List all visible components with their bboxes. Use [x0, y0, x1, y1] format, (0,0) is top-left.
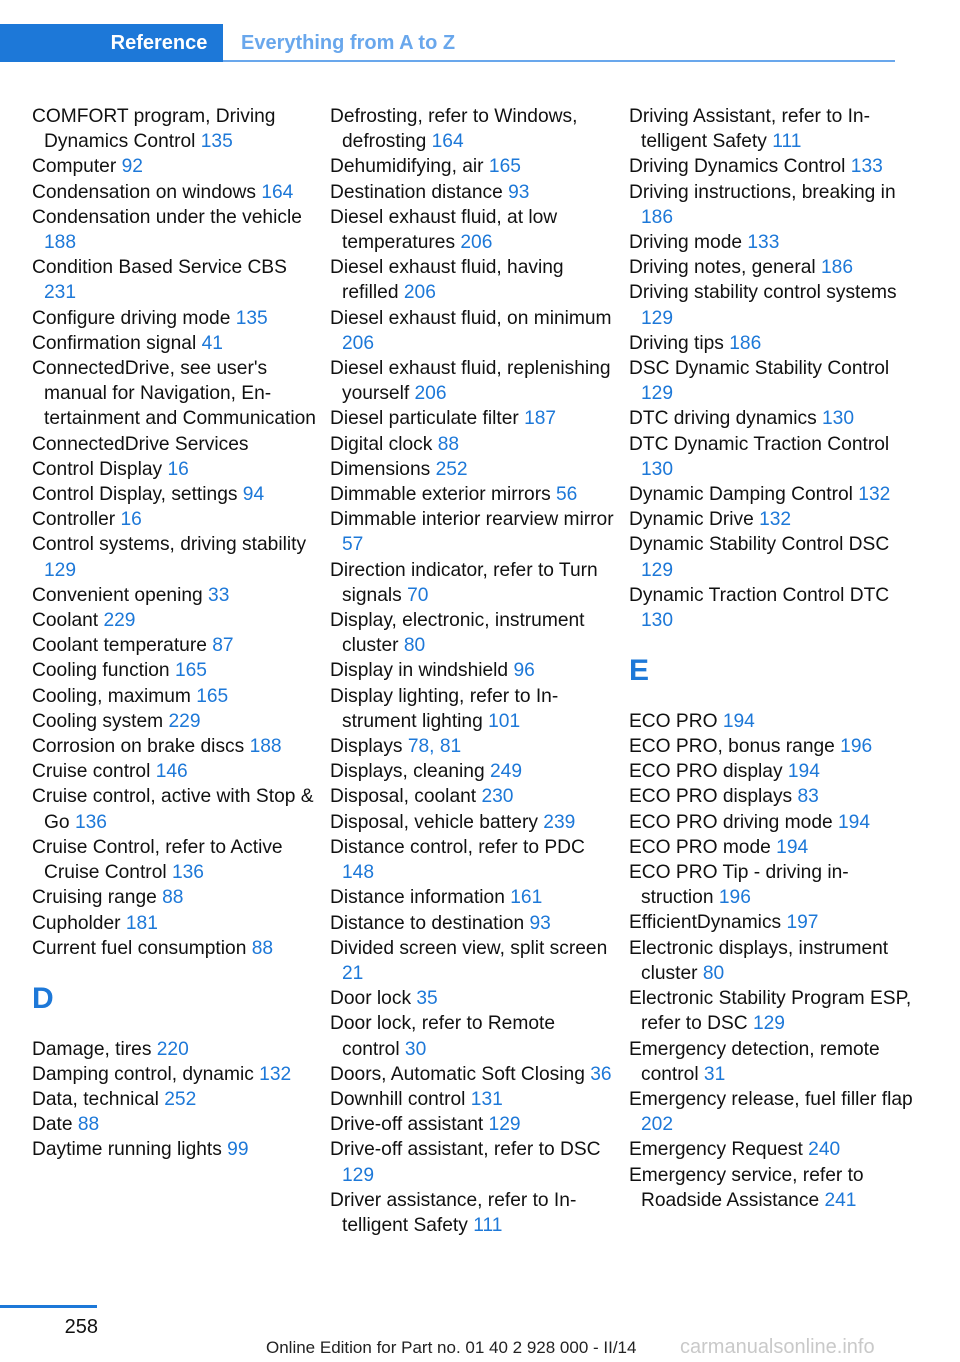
- index-entry-term: ECO PRO display: [629, 761, 788, 783]
- page-reference-link[interactable]: 16: [120, 509, 142, 531]
- index-entry-term: Damping control, dynamic: [32, 1063, 260, 1085]
- index-entry: [629, 910, 913, 935]
- index-entry: [32, 658, 316, 683]
- page-reference-link[interactable]: 165: [488, 156, 521, 178]
- index-entry-term: Cooling, maximum: [32, 685, 197, 707]
- index-entry-term: Driving Assistant, refer to Intelligent Safety: [629, 106, 870, 153]
- index-entry-term: Distance to destination: [330, 912, 530, 934]
- index-entry-term: Control Display: [32, 458, 168, 480]
- page-reference-link[interactable]: 30: [404, 1038, 427, 1060]
- index-entry: [629, 1163, 913, 1213]
- index-column-2: [330, 104, 614, 1238]
- page-reference-link[interactable]: 130: [641, 610, 674, 632]
- page-reference-link[interactable]: 220: [156, 1038, 189, 1060]
- index-entry-term: Driving mode: [629, 232, 748, 254]
- index-entry-term: Condensation on windows: [32, 181, 262, 203]
- index-entry-term: Cruise Control, refer to Active Cruise Control: [32, 836, 283, 884]
- page-reference-link[interactable]: 101: [488, 710, 521, 732]
- index-entry-term: Cruise control, active with Stop & Go: [32, 786, 314, 833]
- page-reference-link[interactable]: 196: [718, 887, 751, 909]
- index-entry-term: Defrosting, refer to Windows, defrosting: [330, 106, 578, 153]
- index-entry-term: Convenient opening: [32, 584, 209, 606]
- page-reference-link[interactable]: 132: [259, 1063, 292, 1085]
- index-entry: [629, 810, 913, 835]
- header-accent-block: [0, 24, 95, 62]
- page-reference-link[interactable]: 196: [840, 736, 873, 758]
- page-reference-link[interactable]: 132: [759, 509, 792, 531]
- index-entry: [330, 911, 614, 936]
- index-entry-term: Control systems, driving stability: [32, 534, 307, 556]
- page-reference-link[interactable]: 78, 81: [407, 736, 462, 758]
- page-reference-link[interactable]: 252: [435, 458, 468, 480]
- index-entry: [330, 684, 614, 734]
- index-entry-term: ECO PRO: [629, 710, 723, 732]
- index-entry: [32, 205, 316, 255]
- index-entry: [330, 658, 614, 683]
- page-reference-link[interactable]: 229: [168, 710, 201, 732]
- page-reference-link[interactable]: 80: [403, 635, 426, 657]
- index-entry-term: Control Display, settings: [32, 484, 243, 506]
- page-reference-link[interactable]: 186: [729, 332, 762, 354]
- index-entry: [32, 331, 316, 356]
- index-entry: [32, 255, 316, 305]
- watermark: carmanualsonline.info: [680, 1336, 875, 1358]
- index-entry-term: Dynamic Drive: [629, 509, 760, 531]
- page-reference-link[interactable]: 194: [722, 710, 755, 732]
- page-reference-link[interactable]: 129: [44, 559, 77, 581]
- index-entry-term: Data, technical: [32, 1088, 165, 1110]
- index-entry-term: Dynamic Damping Control: [629, 484, 859, 506]
- index-entry-term: Electronic Stability Program ESP, refer to DSC: [629, 988, 912, 1035]
- page-reference-link[interactable]: 133: [747, 232, 780, 254]
- index-entry-term: Driving Dynamics Control: [629, 156, 851, 178]
- index-entry-term: Emergency Request: [629, 1139, 809, 1161]
- page-reference-link[interactable]: 111: [473, 1214, 503, 1236]
- index-entry-term: Divided screen view, split screen: [330, 937, 608, 959]
- page-reference-link[interactable]: 164: [431, 131, 464, 153]
- index-entry-term: Driving stability control systems: [629, 282, 897, 304]
- index-entry: [32, 1137, 316, 1162]
- index-entry: [629, 507, 913, 532]
- index-entry: [330, 734, 614, 759]
- page-reference-link[interactable]: 188: [249, 736, 282, 758]
- page-reference-link[interactable]: 194: [787, 761, 820, 783]
- index-entry: [330, 482, 614, 507]
- index-entry: [32, 180, 316, 205]
- index-entry: [32, 911, 316, 936]
- index-entry-term: Dynamic Traction Control DTC: [629, 584, 890, 606]
- index-entry-term: ECO PRO, bonus range: [629, 736, 841, 758]
- index-entry-term: Confirmation signal: [32, 332, 202, 354]
- page-reference-link[interactable]: 252: [164, 1088, 197, 1110]
- page-reference-link[interactable]: 194: [776, 836, 809, 858]
- page-reference-link[interactable]: 165: [196, 685, 229, 707]
- index-entry: [629, 154, 913, 179]
- index-entry: [629, 356, 913, 406]
- index-entry: [629, 860, 913, 910]
- page-reference-link[interactable]: 70: [407, 584, 429, 606]
- index-entry: [629, 1137, 913, 1162]
- page-reference-link[interactable]: 31: [703, 1063, 726, 1085]
- index-entry-term: Display lighting, refer to Instrument lighting: [330, 685, 559, 732]
- page-reference-link[interactable]: 240: [808, 1139, 841, 1161]
- index-entry-term: DSC Dynamic Stability Control: [629, 358, 890, 380]
- index-entry-term: COMFORT program, Driving Dynamics Control: [32, 106, 276, 153]
- index-entry-term: Emergency detection, remote control: [629, 1038, 880, 1085]
- index-entry-term: Electronic displays, instrument cluster: [629, 937, 889, 984]
- page-reference-link[interactable]: 130: [822, 408, 855, 430]
- index-entry-term: Display in windshield: [330, 660, 514, 682]
- index-entry: [330, 154, 614, 179]
- page-reference-link[interactable]: 94: [242, 484, 265, 506]
- index-entry-term: Dehumidifying, air: [330, 156, 489, 178]
- index-entry-term: Cupholder: [32, 912, 126, 934]
- page-reference-link[interactable]: 241: [824, 1189, 857, 1211]
- index-entry: [330, 558, 614, 608]
- page-reference-link[interactable]: 88: [437, 433, 460, 455]
- index-column-3: [629, 104, 913, 1213]
- index-entry-term: ECO PRO Tip - driving instruction: [629, 862, 849, 909]
- page-reference-link[interactable]: 56: [556, 484, 578, 506]
- index-entry: [32, 709, 316, 734]
- page-reference-link[interactable]: 136: [74, 811, 107, 833]
- index-entry-term: Diesel exhaust fluid, having refilled: [330, 257, 564, 304]
- index-entry: [629, 331, 913, 356]
- page-reference-link[interactable]: 202: [641, 1114, 674, 1136]
- page-reference-link[interactable]: 133: [850, 156, 883, 178]
- page-reference-link[interactable]: 229: [103, 610, 136, 632]
- index-entry-term: Diesel exhaust fluid, on minimum: [330, 307, 612, 329]
- page-reference-link[interactable]: 206: [414, 383, 447, 405]
- index-entry-term: Dynamic Stability Control DSC: [629, 534, 890, 556]
- index-entry: [32, 936, 316, 961]
- index-entry: [32, 306, 316, 331]
- page-reference-link[interactable]: 239: [543, 811, 576, 833]
- index-entry: [330, 1137, 614, 1187]
- index-entry: [629, 1087, 913, 1137]
- index-entry-term: DTC driving dynamics: [629, 408, 822, 430]
- index-entry: [32, 532, 316, 582]
- index-entry-term: Diesel exhaust fluid, replenishing yourself: [330, 358, 611, 405]
- page-reference-link[interactable]: 129: [752, 1013, 785, 1035]
- index-entry: [32, 1087, 316, 1112]
- page-reference-link[interactable]: 181: [125, 912, 158, 934]
- page-reference-link[interactable]: 130: [641, 458, 674, 480]
- page-reference-link[interactable]: 206: [342, 332, 375, 354]
- page-reference-link[interactable]: 80: [702, 962, 725, 984]
- page-reference-link[interactable]: 111: [772, 131, 802, 153]
- page-number: 258: [64, 1316, 98, 1338]
- page-reference-link[interactable]: 96: [513, 660, 535, 682]
- index-entry-term: Cooling system: [32, 710, 169, 732]
- page-reference-link[interactable]: 135: [235, 307, 268, 329]
- index-entry: [629, 583, 913, 633]
- page-reference-link[interactable]: 194: [838, 811, 871, 833]
- index-entry: [629, 432, 913, 482]
- index-entry-term: Driving tips: [629, 332, 730, 354]
- index-entry-term: Diesel exhaust fluid, at low temperatures: [330, 206, 558, 254]
- index-entry-term: Driving instructions, breaking in: [629, 181, 896, 203]
- page-reference-link[interactable]: 131: [470, 1088, 503, 1110]
- index-entry: [330, 835, 614, 885]
- index-entry: [330, 1011, 614, 1061]
- index-entry-term: Downhill control: [330, 1088, 471, 1110]
- index-entry-term: Diesel particulate filter: [330, 408, 525, 430]
- index-entry-term: ConnectedDrive Services: [32, 433, 249, 455]
- index-entry: [330, 1062, 614, 1087]
- index-entry-term: Emergency release, fuel filler flap: [629, 1088, 913, 1110]
- index-entry-term: Displays: [330, 736, 408, 758]
- index-entry-term: Driver assistance, refer to Intelligent Safety: [330, 1189, 577, 1236]
- header-subsection-title: Everything from A to Z: [241, 31, 456, 54]
- index-entry-term: ECO PRO mode: [629, 836, 777, 858]
- header-divider: [223, 60, 895, 62]
- page-reference-link[interactable]: 164: [261, 181, 294, 203]
- index-entry-term: Digital clock: [330, 433, 438, 455]
- index-entry: [330, 1188, 614, 1238]
- index-entry: [330, 784, 614, 809]
- index-entry-term: Controller: [32, 509, 121, 531]
- index-entry-term: Damage, tires: [32, 1038, 157, 1060]
- page-reference-link[interactable]: 41: [201, 332, 223, 354]
- index-entry: [629, 936, 913, 986]
- index-entry: [330, 759, 614, 784]
- index-entry: [330, 507, 614, 557]
- edition-note: Online Edition for Part no. 01 40 2 928 000 - II/14: [266, 1338, 637, 1357]
- index-entry-term: Cruising range: [32, 887, 163, 909]
- index-entry-term: Displays, cleaning: [330, 761, 490, 783]
- page-reference-link[interactable]: 87: [212, 635, 234, 657]
- index-entry-term: Drive-off assistant, refer to DSC: [330, 1139, 601, 1161]
- index-entry: [629, 230, 913, 255]
- page-reference-link[interactable]: 129: [641, 559, 674, 581]
- index-entry-term: Condensation under the vehicle: [32, 206, 302, 228]
- page-reference-link[interactable]: 88: [251, 937, 274, 959]
- page-reference-link[interactable]: 231: [44, 282, 77, 304]
- index-entry: [629, 734, 913, 759]
- index-entry-term: Coolant: [32, 610, 104, 632]
- index-entry-term: Distance control, refer to PDC: [330, 836, 585, 858]
- footer-accent-line: [0, 1305, 97, 1308]
- index-entry-term: Current fuel consumption: [32, 937, 252, 959]
- page-reference-link[interactable]: 93: [508, 181, 530, 203]
- index-entry: [32, 104, 316, 154]
- index-entry: [629, 532, 913, 582]
- index-entry: [330, 457, 614, 482]
- index-entry-term: Doors, Automatic Soft Closing: [330, 1063, 591, 1085]
- index-entry: [330, 936, 614, 986]
- page-reference-link[interactable]: 132: [858, 484, 891, 506]
- page-reference-link[interactable]: 57: [342, 534, 364, 556]
- page-reference-link[interactable]: 187: [524, 408, 557, 430]
- page-reference-link[interactable]: 161: [510, 887, 543, 909]
- index-entry-term: Display, electronic, instrument cluster: [330, 610, 585, 657]
- page-reference-link[interactable]: 129: [641, 307, 674, 329]
- page-reference-link[interactable]: 206: [403, 282, 436, 304]
- index-entry: [32, 432, 316, 457]
- index-entry-term: Date: [32, 1114, 78, 1136]
- index-entry: [330, 406, 614, 431]
- index-entry: [32, 608, 316, 633]
- page-reference-link[interactable]: 33: [208, 584, 230, 606]
- index-entry: [629, 759, 913, 784]
- index-entry: [32, 482, 316, 507]
- index-entry: [330, 306, 614, 356]
- page-reference-link[interactable]: 146: [155, 761, 188, 783]
- index-entry: [330, 1112, 614, 1137]
- page-reference-link[interactable]: 136: [171, 862, 204, 884]
- page-reference-link[interactable]: 88: [77, 1114, 100, 1136]
- index-entry: [330, 356, 614, 406]
- index-entry-term: Configure driving mode: [32, 307, 236, 329]
- page-reference-link[interactable]: 135: [200, 131, 233, 153]
- index-section-letter: E: [629, 654, 650, 688]
- index-entry: [330, 608, 614, 658]
- index-entry: [32, 1112, 316, 1137]
- index-entry: [32, 784, 316, 834]
- index-entry-term: Condition Based Service CBS: [32, 257, 287, 279]
- index-entry: [32, 457, 316, 482]
- index-entry-term: Drive-off assistant: [330, 1114, 489, 1136]
- index-entry: [330, 885, 614, 910]
- index-entry-term: Destination distance: [330, 181, 509, 203]
- index-entry: [32, 835, 316, 885]
- index-entry: [629, 784, 913, 809]
- index-entry: [32, 633, 316, 658]
- index-entry-term: Disposal, vehicle battery: [330, 811, 544, 833]
- index-entry: [32, 885, 316, 910]
- index-entry: [629, 986, 913, 1036]
- index-entry: [330, 1087, 614, 1112]
- index-entry-term: Daytime running lights: [32, 1139, 228, 1161]
- page-reference-link[interactable]: 188: [44, 232, 77, 254]
- index-entry-term: ECO PRO displays: [629, 786, 798, 808]
- page-reference-link[interactable]: 129: [641, 383, 674, 405]
- index-entry-term: Door lock: [330, 988, 417, 1010]
- index-column-1: [32, 104, 316, 1163]
- index-entry-term: EfficientDynamics: [629, 912, 787, 934]
- index-entry-term: Dimmable interior rearview mirror: [330, 509, 614, 531]
- index-entry: [32, 583, 316, 608]
- index-entry-term: ECO PRO driving mode: [629, 811, 839, 833]
- index-entry-term: Corrosion on brake discs: [32, 736, 250, 758]
- index-entry: [330, 810, 614, 835]
- index-entry: [330, 432, 614, 457]
- index-entry: [32, 759, 316, 784]
- page-reference-link[interactable]: 88: [162, 887, 184, 909]
- index-entry: [629, 104, 913, 154]
- page-reference-link[interactable]: 206: [460, 232, 493, 254]
- page-reference-link[interactable]: 186: [820, 257, 853, 279]
- index-entry-term: Emergency service, refer to Roadside Assistance: [629, 1164, 864, 1211]
- header-section-tab: Reference: [95, 24, 223, 62]
- index-entry: [32, 154, 316, 179]
- page-reference-link[interactable]: 99: [227, 1139, 249, 1161]
- index-entry-term: ConnectedDrive, see user's manual for Navigation, Entertainment and Communication: [32, 358, 316, 430]
- page-reference-link[interactable]: 83: [797, 786, 819, 808]
- page-reference-link[interactable]: 249: [489, 761, 522, 783]
- page-reference-link[interactable]: 186: [641, 206, 674, 228]
- page-reference-link[interactable]: 148: [342, 862, 375, 884]
- index-entry: [32, 1062, 316, 1087]
- index-entry: [32, 734, 316, 759]
- index-entry-term: DTC Dynamic Traction Control: [629, 433, 890, 455]
- page-reference-link[interactable]: 92: [121, 156, 143, 178]
- page-reference-link[interactable]: 197: [786, 912, 819, 934]
- page-reference-link[interactable]: 36: [590, 1063, 612, 1085]
- index-entry-term: Dimensions: [330, 458, 436, 480]
- index-entry: [629, 709, 913, 734]
- index-entry: [32, 507, 316, 532]
- index-section-letter: D: [32, 981, 54, 1015]
- index-entry: [629, 482, 913, 507]
- page-reference-link[interactable]: 129: [342, 1164, 375, 1186]
- index-entry: [32, 684, 316, 709]
- index-entry: [629, 835, 913, 860]
- index-entry: [330, 205, 614, 255]
- index-entry-term: Computer: [32, 156, 122, 178]
- page-reference-link[interactable]: 35: [416, 988, 438, 1010]
- page-reference-link[interactable]: 16: [167, 458, 189, 480]
- index-entry: [32, 1037, 316, 1062]
- index-entry: [330, 104, 614, 154]
- index-entry: [629, 280, 913, 330]
- page-reference-link[interactable]: 165: [174, 660, 207, 682]
- index-entry: [330, 986, 614, 1011]
- index-entry: [330, 180, 614, 205]
- index-entry-term: Door lock, refer to Remote control: [330, 1013, 556, 1060]
- index-entry: [629, 255, 913, 280]
- index-entry-term: Cruise control: [32, 761, 156, 783]
- page-reference-link[interactable]: 129: [488, 1114, 521, 1136]
- index-entry-term: Distance information: [330, 887, 511, 909]
- index-entry: [330, 255, 614, 305]
- index-entry: [629, 1037, 913, 1087]
- index-entry-term: Dimmable exterior mirrors: [330, 484, 557, 506]
- index-entry-term: Driving notes, general: [629, 257, 821, 279]
- index-entry: [32, 356, 316, 432]
- page-header: [0, 0, 960, 64]
- index-entry-term: Disposal, coolant: [330, 786, 482, 808]
- index-entry: [629, 180, 913, 230]
- index-entry-term: Cooling function: [32, 660, 175, 682]
- index-entry-term: Direction indicator, refer to Turn signals: [330, 559, 598, 606]
- page-reference-link[interactable]: 93: [529, 912, 551, 934]
- page-reference-link[interactable]: 21: [342, 962, 364, 984]
- page-reference-link[interactable]: 230: [481, 786, 514, 808]
- index-entry-term: Coolant temperature: [32, 635, 213, 657]
- index-entry: [629, 406, 913, 431]
